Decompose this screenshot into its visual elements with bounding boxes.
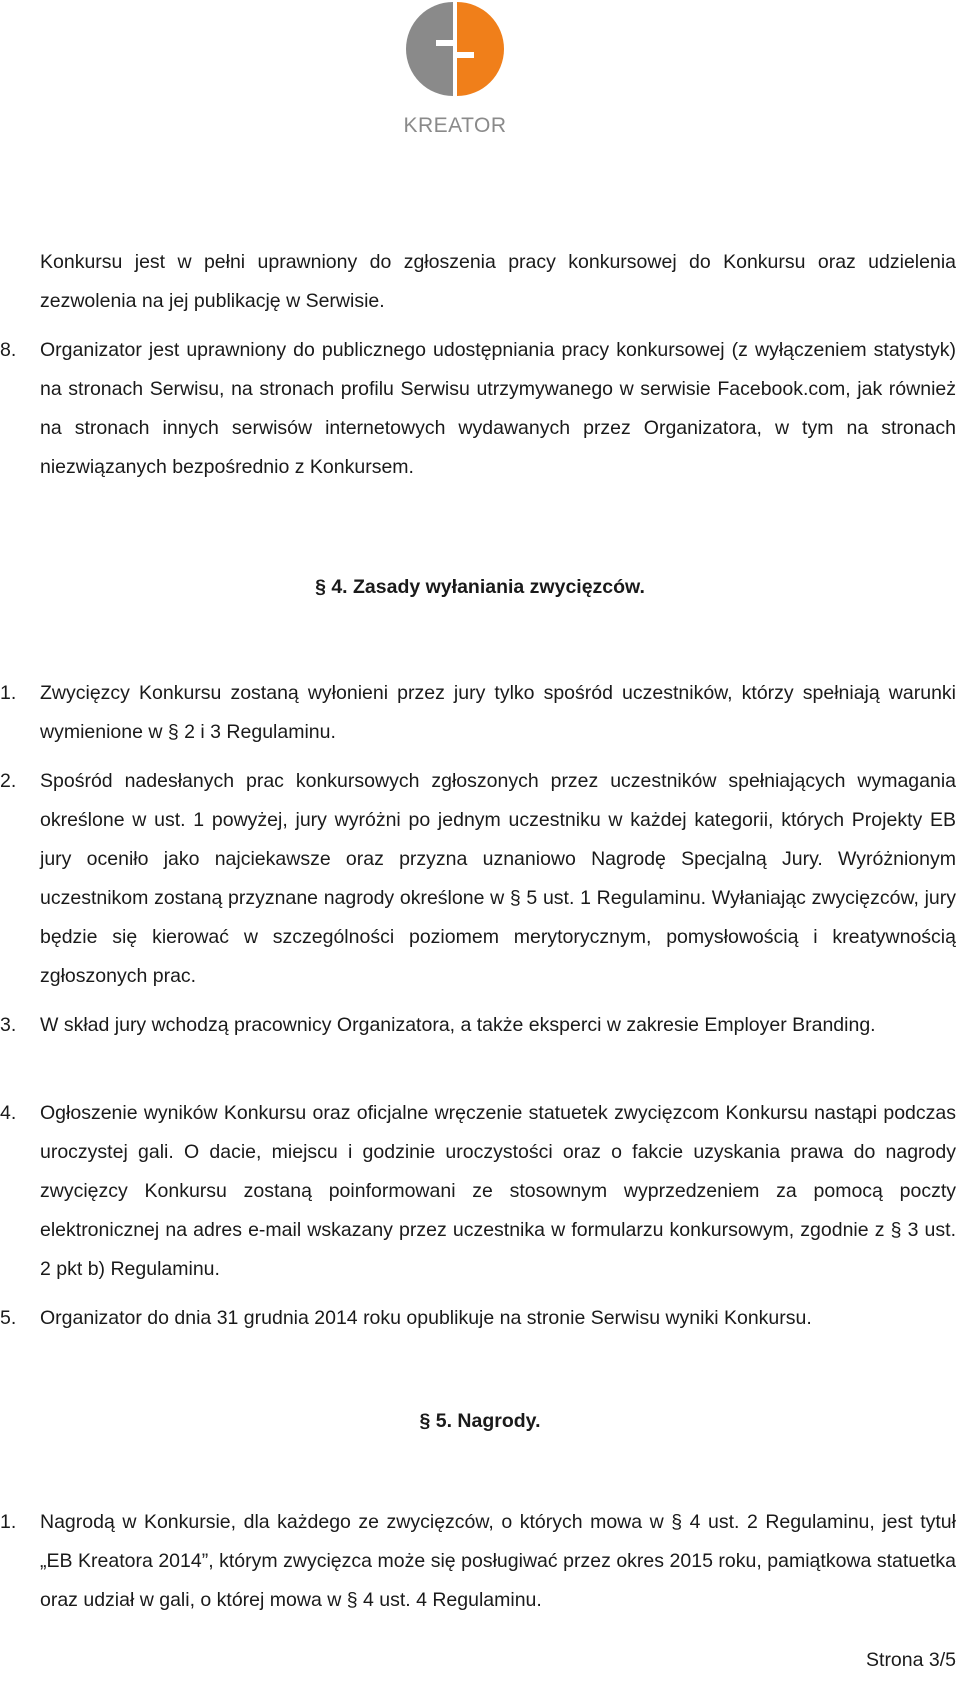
list-item	[0, 331, 956, 487]
item-text: Organizator jest uprawniony do publicznego udostępniania pracy konkursowej (z wyłączeniem statystyk) na stronach Serwisu, na stronach profilu Serwisu utrzymywanego w serwisie Facebook.com, jak również na stronach innych serwisów internetowych wydawanych przez Organizatora, w tym na stronach niezwiązanych bezpośrednio z Konkursem.	[40, 339, 956, 478]
page-number: Strona 3/5	[866, 1649, 956, 1671]
kreator-logo-graphic	[398, 0, 512, 140]
logo-text: KREATOR	[403, 114, 507, 137]
kreator-logo	[398, 0, 512, 140]
item-text: Organizator do dnia 31 grudnia 2014 roku opublikuje na stronie Serwisu wyniki Konkursu.	[40, 1307, 812, 1329]
item-text: Nagrodą w Konkursie, dla każdego ze zwycięzców, o których mowa w § 4 ust. 2 Regulaminu, jest tytuł „EB Kreatora 2014”, którym zwycięzca może się posługiwać przez okres 2015 roku, pamiątkowa statuetka oraz udział w gali, o której mowa w § 4 ust. 4 Regulaminu.	[40, 1511, 956, 1611]
item-text: Ogłoszenie wyników Konkursu oraz oficjalne wręczenie statuetek zwycięzcom Konkursu nastąpi podczas uroczystej gali. O dacie, miejscu i godzinie uroczystości oraz o fakcie uzyskania prawa do nagrody zwycięzcy Konkursu zostaną poinformowani ze stosownym wyprzedzeniem za pomocą poczty elektronicznej na adres e-mail wskazany przez uczestnika w formularzu konkursowym, zgodnie z § 3 ust. 2 pkt b) Regulaminu.	[40, 1102, 956, 1280]
intro-paragraph: Konkursu jest w pełni uprawniony do zgłoszenia pracy konkursowej do Konkursu oraz udzielenia zezwolenia na jej publikację w Serwisie.	[40, 251, 956, 312]
item-number: 3.	[0, 1014, 17, 1036]
list-item	[0, 1503, 956, 1620]
list-item	[0, 762, 956, 996]
item-number: 1.	[0, 1511, 17, 1533]
item-number: 5.	[0, 1307, 17, 1329]
section-heading: § 4. Zasady wyłaniania zwycięzców.	[315, 576, 645, 598]
item-number: 4.	[0, 1102, 17, 1124]
item-number: 1.	[0, 682, 17, 704]
list-item	[0, 1299, 956, 1338]
item-text: Spośród nadesłanych prac konkursowych zgłoszonych przez uczestników spełniających wymagania określone w ust. 1 powyżej, jury wyróżni po jednym uczestniku w każdej kategorii, których Projekty EB jury oceniło jako najciekawsze oraz przyzna uznaniowo Nagrodę Specjalną Jury. Wyróżnionym uczestnikom zostaną przyznane nagrody określone w § 5 ust. 1 Regulaminu. Wyłaniając zwycięzców, jury będzie się kierować w szczególności poziomem merytorycznym, pomysłowością i kreatywnością zgłoszonych prac.	[40, 770, 956, 987]
item-text: Zwycięzcy Konkursu zostaną wyłonieni przez jury tylko spośród uczestników, którzy spełniają warunki wymienione w § 2 i 3 Regulaminu.	[40, 682, 956, 743]
section-heading: § 5. Nagrody.	[419, 1410, 541, 1432]
item-number: 2.	[0, 770, 17, 792]
item-number: 8.	[0, 339, 17, 361]
list-item	[0, 1006, 956, 1045]
list-item	[0, 674, 956, 752]
list-item	[0, 1094, 956, 1289]
item-text: W skład jury wchodzą pracownicy Organizatora, a także eksperci w zakresie Employer Branding.	[40, 1014, 876, 1036]
